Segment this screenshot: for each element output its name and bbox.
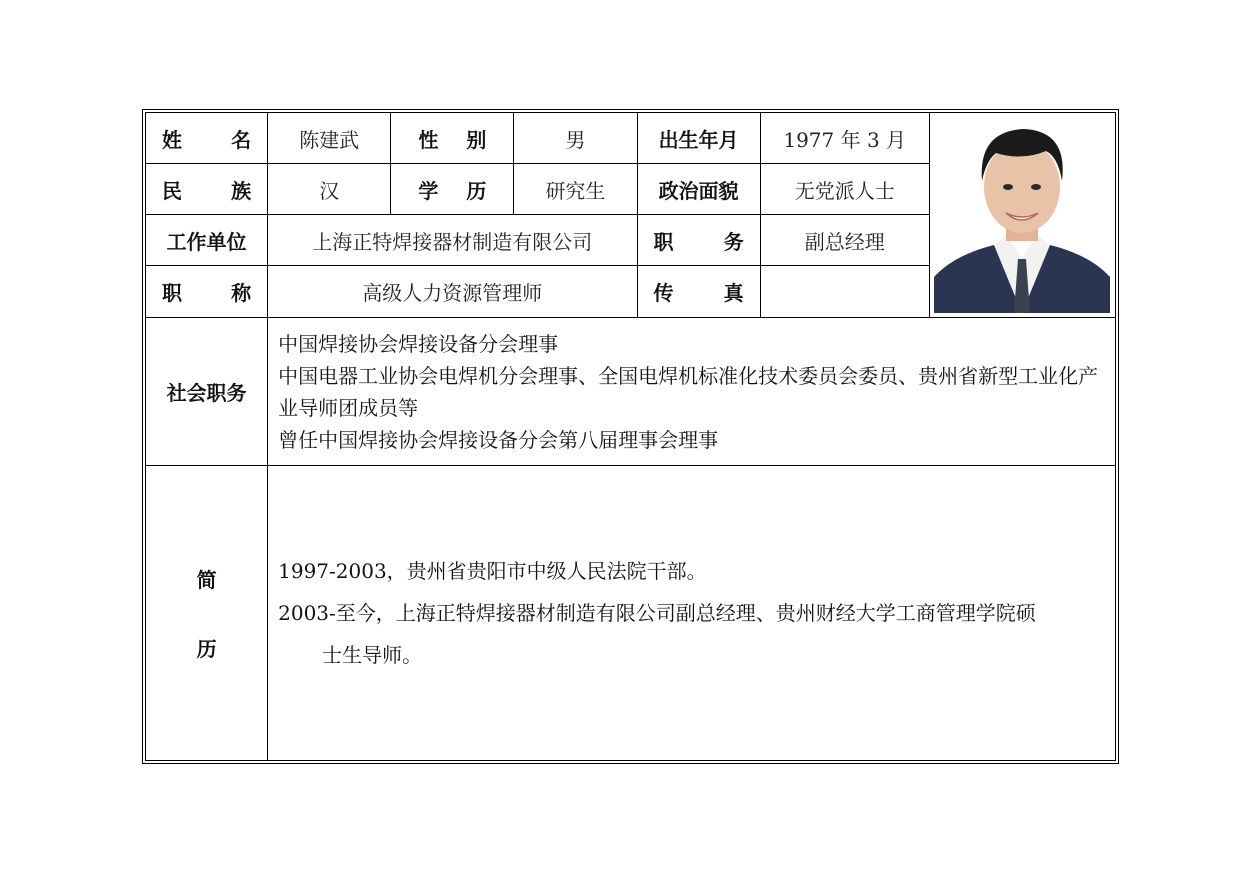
employer-value: 上海正特焊接器材制造有限公司 [268,215,637,266]
gender-label: 性 别 [391,113,514,164]
ethnic-value: 汉 [268,164,391,215]
bio-entry: 1997-2003，贵州省贵阳市中级人民法院干部。 [278,559,707,583]
employer-label: 工作单位 [146,215,268,266]
portrait-photo-cell [929,113,1115,318]
bio-label: 简 历 [146,466,268,761]
gender-value: 男 [514,113,637,164]
political-value: 无党派人士 [760,164,929,215]
education-label: 学 历 [391,164,514,215]
social-roles-content [268,318,1116,466]
profile-table-frame [142,109,1119,764]
title-label: 职 称 [146,266,268,318]
bio-entry: 2003-至今，上海正特焊接器材制造有限公司副总经理、贵州财经大学工商管理学院硕 [278,601,1036,625]
fax-label: 传 真 [637,266,760,318]
social-role-line: 中国电器工业协会电焊机分会理事、全国电焊机标准化技术委员会委员、贵州省新型工业化产业导师团成员等 [278,363,1099,420]
profile-table [145,112,1116,761]
portrait-photo [934,117,1110,313]
name-value: 陈建武 [268,113,391,164]
social-role-line: 中国焊接协会焊接设备分会理事 [278,331,559,356]
name-label: 姓 名 [146,113,268,164]
ethnic-label: 民 族 [146,164,268,215]
title-value: 高级人力资源管理师 [268,266,637,318]
political-label: 政治面貌 [637,164,760,215]
birth-label: 出生年月 [637,113,760,164]
social-role-line: 曾任中国焊接协会焊接设备分会第八届理事会理事 [278,427,719,452]
education-value: 研究生 [514,164,637,215]
position-label: 职 务 [637,215,760,266]
fax-value [760,266,929,318]
social-roles-label: 社会职务 [146,318,268,466]
birth-value: 1977 年 3 月 [760,113,929,164]
bio-entry-continuation: 士生导师。 [322,643,423,667]
position-value: 副总经理 [760,215,929,266]
bio-content [268,466,1116,761]
